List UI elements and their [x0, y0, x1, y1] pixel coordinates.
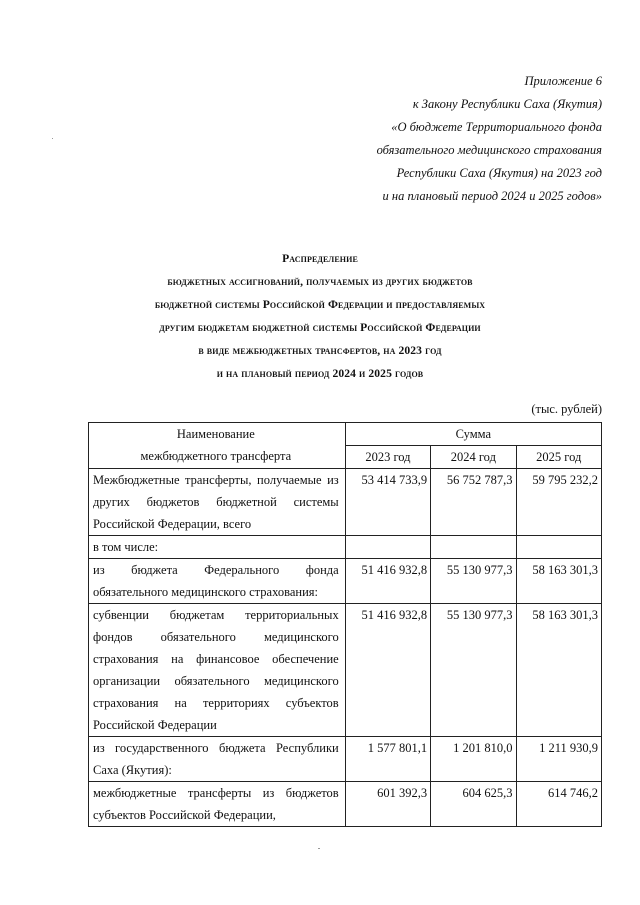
row-value-2024 [431, 536, 516, 559]
row-value-2024: 604 625,3 [431, 782, 516, 827]
table-row [89, 559, 602, 604]
scan-speck [318, 848, 320, 849]
header-name-cell [89, 423, 346, 469]
row-name: из государственного бюджета Республики Саха (Якутия): [89, 737, 346, 782]
table-row [89, 604, 602, 737]
row-name: межбюджетные трансферты из бюджетов субъектов Российской Федерации, [89, 782, 346, 827]
title-line: Распределение [282, 252, 358, 265]
row-value-2025: 59 795 232,2 [516, 469, 601, 536]
row-value-2025: 58 163 301,3 [516, 559, 601, 604]
document-title [0, 247, 640, 385]
table-row [89, 782, 602, 827]
title-line: другим бюджетам бюджетной системы Российской Федерации [159, 321, 481, 334]
row-value-2024: 55 130 977,3 [431, 604, 516, 737]
row-name: Межбюджетные трансферты, получаемые из других бюджетов бюджетной системы Российской Федерации, всего [89, 469, 346, 536]
row-value-2025: 614 746,2 [516, 782, 601, 827]
row-value-2023: 601 392,3 [345, 782, 430, 827]
row-value-2023: 51 416 932,8 [345, 559, 430, 604]
title-line: в виде межбюджетных трансфертов, на 2023 год [198, 344, 442, 357]
table-row [89, 536, 602, 559]
appendix-line: и на плановый период 2024 и 2025 годов» [382, 189, 602, 203]
header-year-2023: 2023 год [345, 446, 430, 469]
appendix-line: Приложение 6 [524, 74, 602, 88]
appendix-line: обязательного медицинского страхования [376, 143, 602, 157]
title-line: бюджетных ассигнований, получаемых из других бюджетов [167, 275, 473, 288]
appendix-line: к Закону Республики Саха (Якутия) [412, 97, 602, 111]
row-name: из бюджета Федерального фонда обязательного медицинского страхования: [89, 559, 346, 604]
row-value-2024: 56 752 787,3 [431, 469, 516, 536]
row-value-2025: 58 163 301,3 [516, 604, 601, 737]
row-value-2024: 55 130 977,3 [431, 559, 516, 604]
header-year-2025: 2025 год [516, 446, 601, 469]
appendix-line: Республики Саха (Якутия) на 2023 год [396, 166, 602, 180]
appendix-line: «О бюджете Территориального фонда [391, 120, 602, 134]
row-value-2024: 1 201 810,0 [431, 737, 516, 782]
row-value-2023: 51 416 932,8 [345, 604, 430, 737]
row-name: в том числе: [89, 536, 346, 559]
row-value-2025 [516, 536, 601, 559]
header-year-2024: 2024 год [431, 446, 516, 469]
table-row [89, 737, 602, 782]
appendix-note [377, 70, 602, 208]
row-value-2025: 1 211 930,9 [516, 737, 601, 782]
units-label: (тыс. рублей) [531, 402, 602, 416]
table-row [89, 469, 602, 536]
row-value-2023: 53 414 733,9 [345, 469, 430, 536]
row-value-2023: 1 577 801,1 [345, 737, 430, 782]
transfers-table [88, 422, 602, 827]
header-name-line1: Наименование [176, 427, 255, 441]
row-value-2023 [345, 536, 430, 559]
row-name: субвенции бюджетам территориальных фондов обязательного медицинского страхования на финансовое обеспечение организации обязательного медицинского страхования на территориях субъектов Российской Федерации [89, 604, 346, 737]
header-sum-cell: Сумма [345, 423, 601, 446]
title-line: и на плановый период 2024 и 2025 годов [216, 367, 424, 380]
table-header-row [89, 423, 602, 446]
header-name-line2: межбюджетного трансферта [140, 449, 292, 463]
scan-speck [52, 138, 53, 139]
title-line: бюджетной системы Российской Федерации и предоставляемых [154, 298, 486, 311]
